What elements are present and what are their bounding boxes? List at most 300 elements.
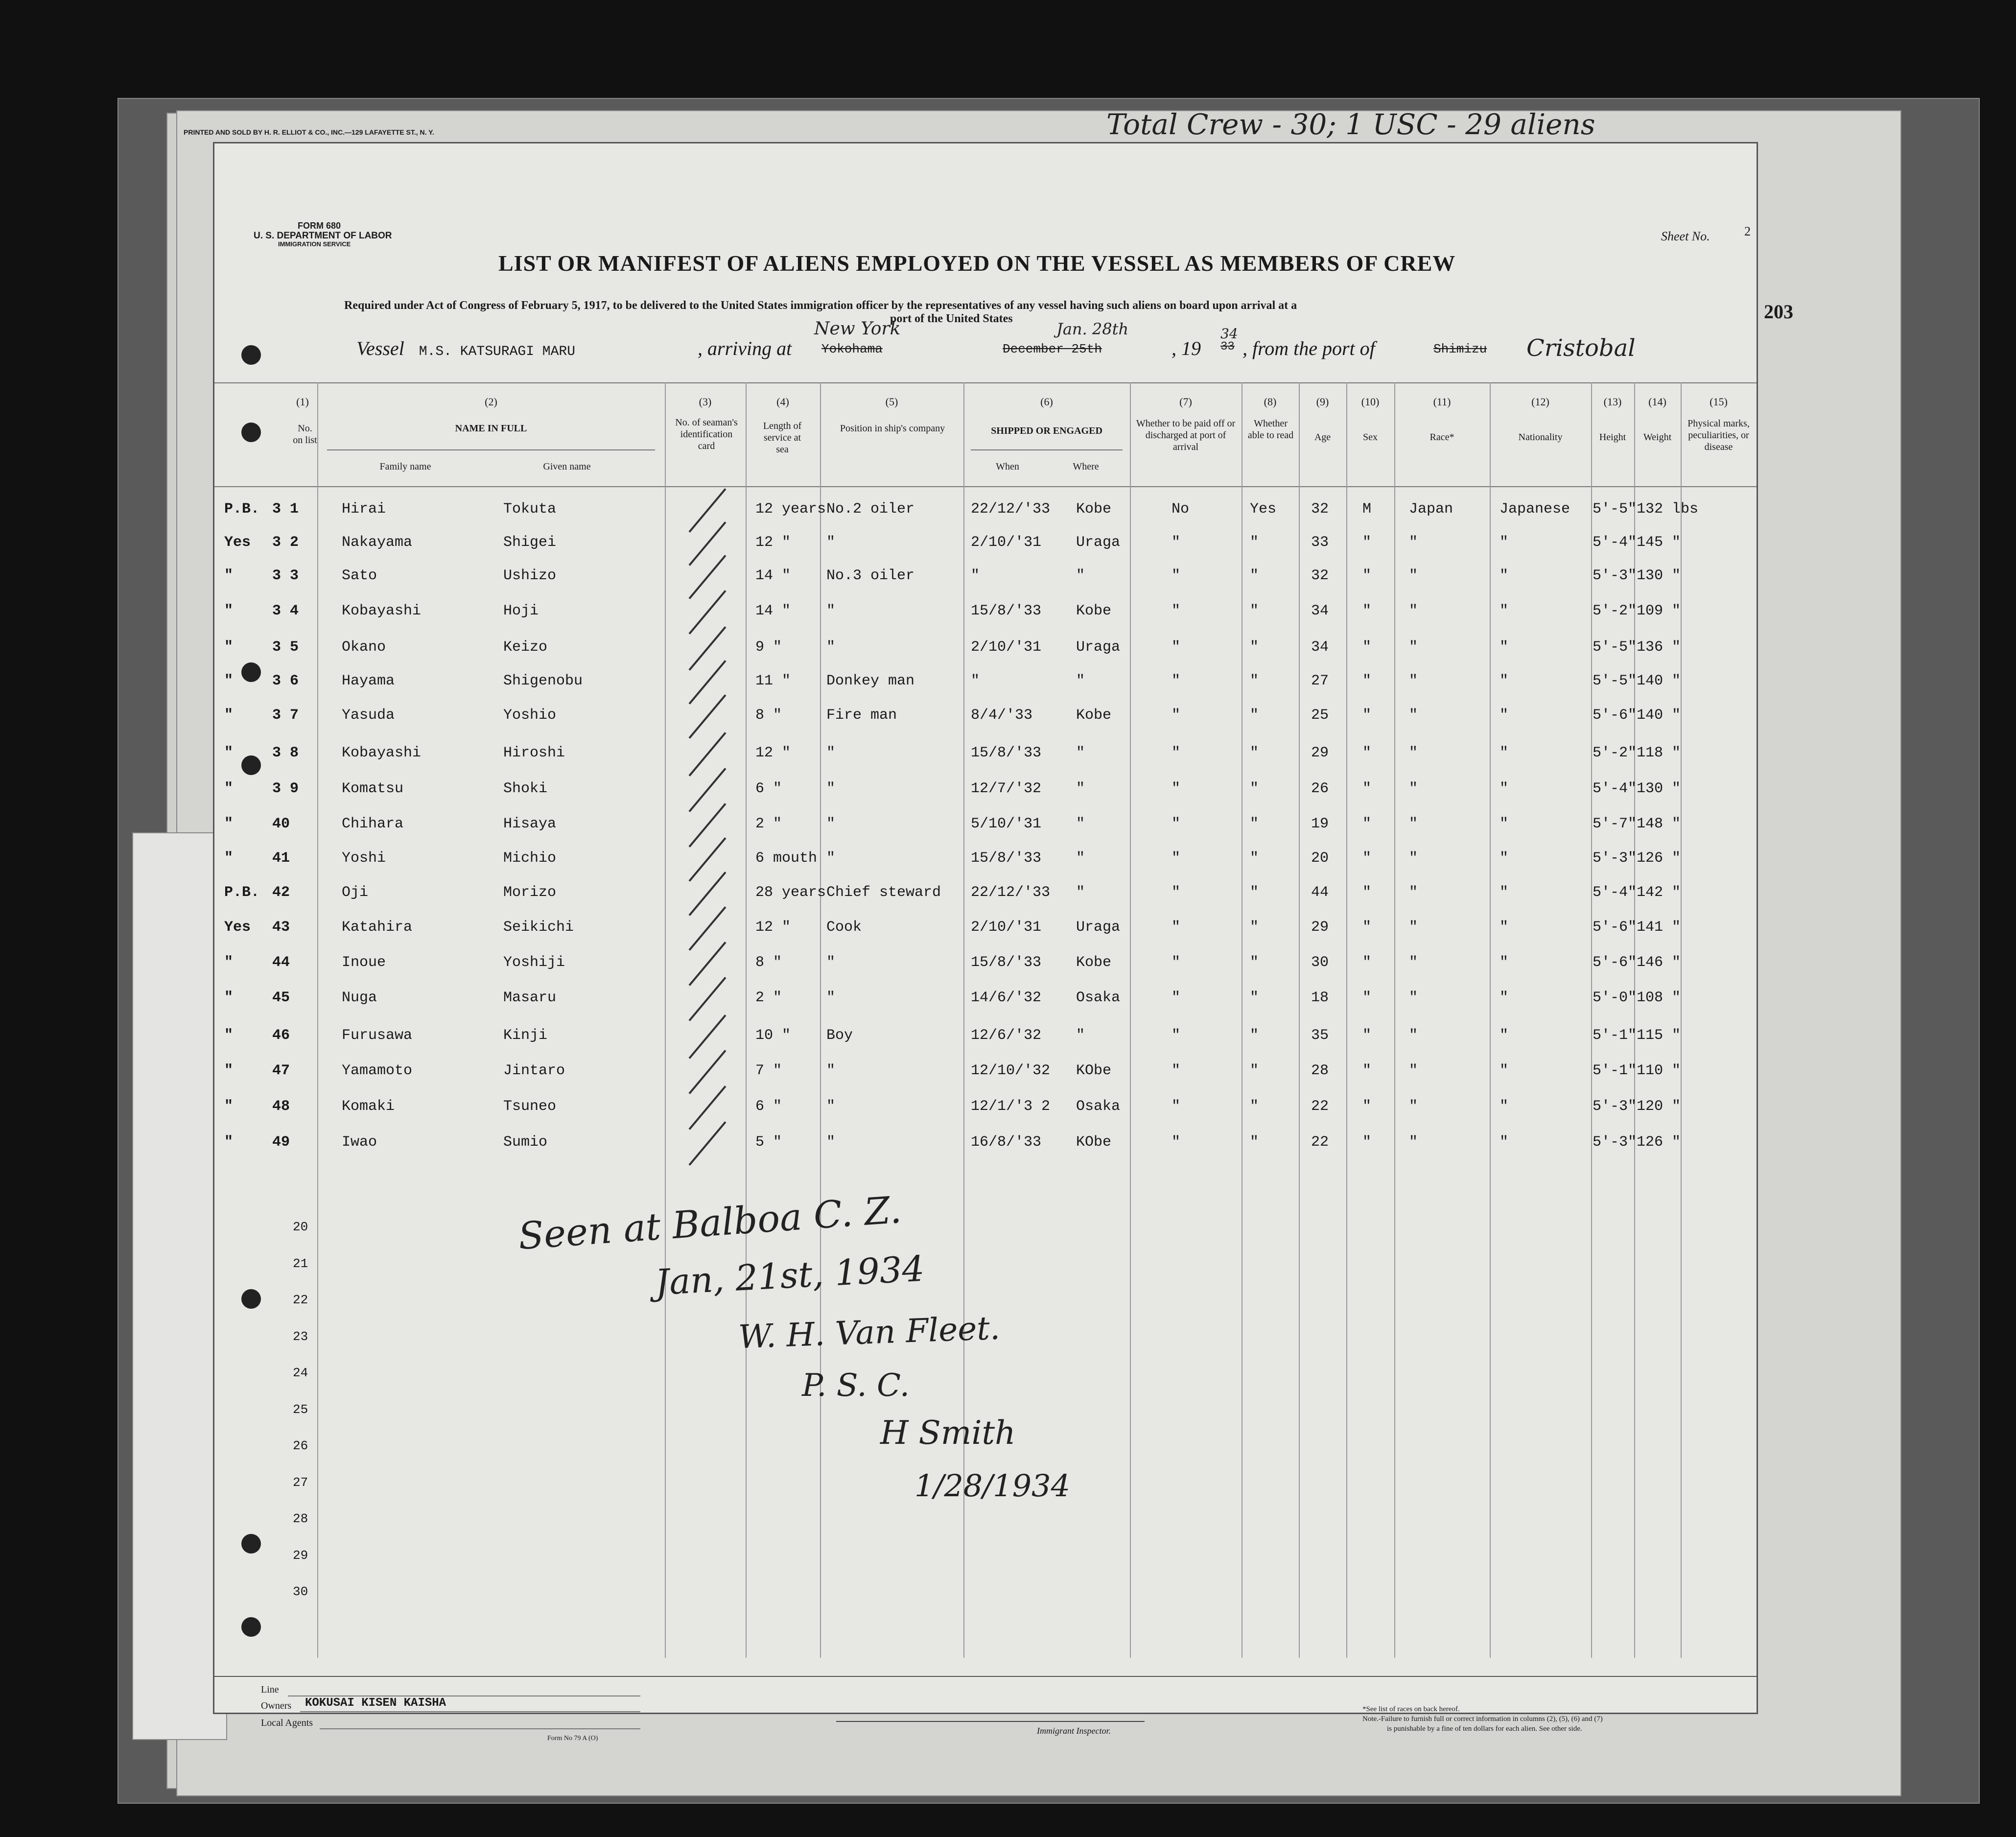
row-margin-note: " xyxy=(224,745,234,761)
race-cell: " xyxy=(1409,673,1418,689)
position-cell: " xyxy=(826,1062,836,1079)
col-header-15: Physical marks, peculiarities, or disease xyxy=(1688,418,1750,452)
name-subrule xyxy=(327,449,655,450)
department: U. S. DEPARTMENT OF LABOR xyxy=(254,231,392,241)
given-name-cell: Yoshiji xyxy=(503,954,565,971)
nationality-cell: " xyxy=(1500,1062,1509,1079)
top-note: Total Crew - 30; 1 USC - 29 aliens xyxy=(1106,108,1595,141)
able-to-read-cell: " xyxy=(1250,1027,1259,1044)
service-length-cell: 8 " xyxy=(755,954,782,971)
given-name-cell: Shigei xyxy=(503,534,557,551)
race-cell: " xyxy=(1409,954,1418,971)
sex-cell: " xyxy=(1362,639,1372,656)
sex-cell: " xyxy=(1362,745,1372,761)
family-name-cell: Sato xyxy=(342,567,377,584)
height-cell: 5'-6" xyxy=(1593,707,1637,724)
shipped-where-cell: Kobe xyxy=(1076,707,1112,724)
empty-row-number: 23 xyxy=(293,1329,308,1344)
shipped-where-cell: KObe xyxy=(1076,1062,1112,1079)
table-row xyxy=(214,559,1757,595)
paid-off-cell: " xyxy=(1172,639,1181,656)
header-bottom-rule xyxy=(214,486,1757,487)
nationality-cell: Japanese xyxy=(1500,501,1571,518)
row-number: 3 3 xyxy=(272,567,299,584)
height-cell: 5'-1" xyxy=(1593,1027,1637,1044)
shipped-subrule xyxy=(971,449,1123,450)
row-number: 46 xyxy=(272,1027,290,1044)
table-row xyxy=(214,772,1757,808)
paid-off-cell: " xyxy=(1172,1098,1181,1115)
age-cell: 25 xyxy=(1311,707,1329,724)
empty-row-number: 27 xyxy=(293,1475,308,1490)
height-cell: 5'-7" xyxy=(1593,816,1637,832)
col-header-when: When xyxy=(996,461,1019,472)
race-cell: " xyxy=(1409,567,1418,584)
race-cell: " xyxy=(1409,884,1418,901)
weight-cell: 141 " xyxy=(1637,919,1681,936)
weight-cell: 142 " xyxy=(1637,884,1681,901)
row-number: 3 6 xyxy=(272,673,299,689)
able-to-read-cell: " xyxy=(1250,603,1259,619)
col-header-3: No. of seaman's identification card xyxy=(675,417,738,451)
row-margin-note: " xyxy=(224,816,234,832)
row-margin-note: " xyxy=(224,1098,234,1115)
col-header-11: Race* xyxy=(1430,432,1454,443)
shipped-when-cell: 15/8/'33 xyxy=(971,954,1042,971)
service-length-cell: 12 years xyxy=(755,501,826,518)
col-header-12: Nationality xyxy=(1518,432,1563,443)
arriving-handwritten: New York xyxy=(814,319,901,339)
col-header-6: SHIPPED OR ENGAGED xyxy=(991,425,1102,436)
row-margin-note: " xyxy=(224,1062,234,1079)
shipped-when-cell: 22/12/'33 xyxy=(971,884,1051,901)
height-cell: 5'-0" xyxy=(1593,989,1637,1006)
from-struck: Shimizu xyxy=(1433,342,1487,356)
handwritten-signature-smith: H Smith xyxy=(880,1414,1016,1452)
table-top-rule xyxy=(214,382,1757,383)
height-cell: 5'-2" xyxy=(1593,603,1637,619)
shipped-when-cell: " xyxy=(971,567,980,584)
paid-off-cell: " xyxy=(1172,707,1181,724)
paid-off-cell: " xyxy=(1172,989,1181,1006)
inspector-rule xyxy=(836,1721,1145,1722)
row-margin-note: " xyxy=(224,954,234,971)
weight-cell: 130 " xyxy=(1637,567,1681,584)
age-cell: 35 xyxy=(1311,1027,1329,1044)
service-length-cell: 12 " xyxy=(755,534,791,551)
nationality-cell: " xyxy=(1500,919,1509,936)
age-cell: 34 xyxy=(1311,639,1329,656)
paid-off-cell: " xyxy=(1172,919,1181,936)
binder-hole xyxy=(241,1289,261,1309)
shipped-when-cell: 15/8/'33 xyxy=(971,745,1042,761)
from-handwritten: Cristobal xyxy=(1526,334,1636,362)
col-num-5: (5) xyxy=(885,396,898,408)
height-cell: 5'-4" xyxy=(1593,780,1637,797)
id-card-check-mark xyxy=(689,590,727,635)
sheet-label: Sheet No. xyxy=(1661,229,1710,243)
family-name-cell: Inoue xyxy=(342,954,386,971)
service-length-cell: 12 " xyxy=(755,745,791,761)
year-handwritten: 34 xyxy=(1220,326,1238,342)
race-cell: " xyxy=(1409,707,1418,724)
id-card-check-mark xyxy=(689,1050,727,1094)
id-card-check-mark xyxy=(689,906,727,951)
row-number: 42 xyxy=(272,884,290,901)
weight-cell: 109 " xyxy=(1637,603,1681,619)
empty-row-number: 29 xyxy=(293,1548,308,1563)
arriving-struck: Yokohama xyxy=(821,342,883,356)
shipped-when-cell: 8/4/'33 xyxy=(971,707,1033,724)
row-number: 3 2 xyxy=(272,534,299,551)
family-name-cell: Kobayashi xyxy=(342,745,422,761)
age-cell: 34 xyxy=(1311,603,1329,619)
family-name-cell: Yasuda xyxy=(342,707,395,724)
row-margin-note: " xyxy=(224,567,234,584)
nationality-cell: " xyxy=(1500,1027,1509,1044)
table-row xyxy=(214,1089,1757,1126)
service-length-cell: 10 " xyxy=(755,1027,791,1044)
position-cell: " xyxy=(826,989,836,1006)
table-row xyxy=(214,1054,1757,1090)
service-length-cell: 2 " xyxy=(755,989,782,1006)
service-length-cell: 5 " xyxy=(755,1134,782,1151)
height-cell: 5'-4" xyxy=(1593,884,1637,901)
given-name-cell: Kinji xyxy=(503,1027,548,1044)
weight-cell: 118 " xyxy=(1637,745,1681,761)
table-row xyxy=(214,698,1757,734)
shipped-where-cell: " xyxy=(1076,673,1085,689)
printer-line: PRINTED AND SOLD BY H. R. ELLIOT & CO., INC.—129 LAFAYETTE ST., N. Y. xyxy=(184,128,434,136)
row-number: 3 1 xyxy=(272,501,299,518)
able-to-read-cell: " xyxy=(1250,816,1259,832)
nationality-cell: " xyxy=(1500,884,1509,901)
row-number: 3 7 xyxy=(272,707,299,724)
sex-cell: " xyxy=(1362,989,1372,1006)
row-margin-note: " xyxy=(224,850,234,867)
footnote-3: is punishable by a fine of ten dollars for each alien. See other side. xyxy=(1387,1725,1582,1733)
able-to-read-cell: " xyxy=(1250,707,1259,724)
given-name-cell: Shigenobu xyxy=(503,673,583,689)
race-cell: " xyxy=(1409,816,1418,832)
col-num-6: (6) xyxy=(1040,396,1053,408)
family-name-cell: Iwao xyxy=(342,1134,377,1151)
col-num-4: (4) xyxy=(776,396,789,408)
given-name-cell: Sumio xyxy=(503,1134,548,1151)
family-name-cell: Yamamoto xyxy=(342,1062,413,1079)
row-margin-note: P.B. xyxy=(224,501,260,518)
table-row xyxy=(214,736,1757,772)
nationality-cell: " xyxy=(1500,567,1509,584)
service: IMMIGRATION SERVICE xyxy=(278,240,351,248)
position-cell: " xyxy=(826,1134,836,1151)
empty-row-number: 20 xyxy=(293,1220,308,1234)
binder-hole xyxy=(241,1617,261,1637)
position-cell: " xyxy=(826,780,836,797)
weight-cell: 130 " xyxy=(1637,780,1681,797)
nationality-cell: " xyxy=(1500,745,1509,761)
shipped-where-cell: Uraga xyxy=(1076,919,1121,936)
shipped-when-cell: 22/12/'33 xyxy=(971,501,1051,518)
sex-cell: " xyxy=(1362,780,1372,797)
col-header-5: Position in ship's company xyxy=(840,423,945,434)
id-card-check-mark xyxy=(689,1085,727,1130)
given-name-cell: Ushizo xyxy=(503,567,557,584)
service-length-cell: 2 " xyxy=(755,816,782,832)
row-margin-note: " xyxy=(224,780,234,797)
table-row xyxy=(214,1125,1757,1161)
sex-cell: " xyxy=(1362,1062,1372,1079)
nationality-cell: " xyxy=(1500,707,1509,724)
family-name-cell: Komatsu xyxy=(342,780,404,797)
year-prefix: , 19 xyxy=(1172,337,1201,359)
paid-off-cell: " xyxy=(1172,603,1181,619)
family-name-cell: Furusawa xyxy=(342,1027,413,1044)
weight-cell: 148 " xyxy=(1637,816,1681,832)
position-cell: Boy xyxy=(826,1027,853,1044)
race-cell: " xyxy=(1409,1027,1418,1044)
position-cell: " xyxy=(826,639,836,656)
nationality-cell: " xyxy=(1500,1098,1509,1115)
race-cell: Japan xyxy=(1409,501,1453,518)
agents-field-rule xyxy=(320,1728,640,1729)
row-number: 3 8 xyxy=(272,745,299,761)
col-num-10: (10) xyxy=(1361,396,1380,408)
service-length-cell: 7 " xyxy=(755,1062,782,1079)
shipped-when-cell: 2/10/'31 xyxy=(971,919,1042,936)
able-to-read-cell: " xyxy=(1250,780,1259,797)
position-cell: " xyxy=(826,745,836,761)
age-cell: 32 xyxy=(1311,501,1329,518)
sex-cell: " xyxy=(1362,919,1372,936)
form-number: FORM 680 xyxy=(298,221,341,231)
vessel-line xyxy=(356,337,792,360)
weight-cell: 115 " xyxy=(1637,1027,1681,1044)
row-margin-note: " xyxy=(224,989,234,1006)
shipped-when-cell: 12/6/'32 xyxy=(971,1027,1042,1044)
height-cell: 5'-6" xyxy=(1593,919,1637,936)
empty-row-number: 30 xyxy=(293,1584,308,1599)
weight-cell: 140 " xyxy=(1637,673,1681,689)
height-cell: 5'-4" xyxy=(1593,534,1637,551)
paid-off-cell: " xyxy=(1172,745,1181,761)
sheet-number: 2 xyxy=(1744,224,1751,238)
nationality-cell: " xyxy=(1500,954,1509,971)
sex-cell: " xyxy=(1362,954,1372,971)
col-num-3: (3) xyxy=(699,396,712,408)
row-number: 41 xyxy=(272,850,290,867)
row-number: 44 xyxy=(272,954,290,971)
weight-cell: 140 " xyxy=(1637,707,1681,724)
given-name-cell: Tsuneo xyxy=(503,1098,557,1115)
row-margin-note: " xyxy=(224,707,234,724)
able-to-read-cell: " xyxy=(1250,919,1259,936)
document-title: LIST OR MANIFEST OF ALIENS EMPLOYED ON THE VESSEL AS MEMBERS OF CREW xyxy=(498,251,1456,276)
paid-off-cell: " xyxy=(1172,850,1181,867)
handwritten-signature-inspector: W. H. Van Fleet. xyxy=(737,1309,1001,1356)
col-num-12: (12) xyxy=(1531,396,1549,408)
service-length-cell: 6 mouth xyxy=(755,850,818,867)
age-cell: 29 xyxy=(1311,745,1329,761)
col-header-given: Given name xyxy=(543,461,591,472)
paid-off-cell: " xyxy=(1172,567,1181,584)
col-num-2: (2) xyxy=(485,396,497,408)
weight-cell: 108 " xyxy=(1637,989,1681,1006)
line-label: Line xyxy=(261,1684,279,1695)
empty-row-number: 28 xyxy=(293,1511,308,1526)
sex-cell: " xyxy=(1362,673,1372,689)
age-cell: 22 xyxy=(1311,1098,1329,1115)
given-name-cell: Masaru xyxy=(503,989,557,1006)
sex-cell: " xyxy=(1362,884,1372,901)
col-num-9: (9) xyxy=(1316,396,1329,408)
year-struck: 33 xyxy=(1220,340,1235,353)
able-to-read-cell: " xyxy=(1250,884,1259,901)
col-header-14: Weight xyxy=(1643,432,1672,443)
id-card-check-mark xyxy=(689,768,727,812)
form-reference: Form No 79 A (O) xyxy=(547,1735,598,1742)
row-number: 48 xyxy=(272,1098,290,1115)
weight-cell: 120 " xyxy=(1637,1098,1681,1115)
nationality-cell: " xyxy=(1500,603,1509,619)
shipped-when-cell: 16/8/'33 xyxy=(971,1134,1042,1151)
given-name-cell: Morizo xyxy=(503,884,557,901)
table-row xyxy=(214,910,1757,946)
sex-cell: " xyxy=(1362,603,1372,619)
arriving-label: , arriving at xyxy=(698,337,792,359)
family-name-cell: Nuga xyxy=(342,989,377,1006)
given-name-cell: Hoji xyxy=(503,603,539,619)
position-cell: " xyxy=(826,1098,836,1115)
given-name-cell: Tokuta xyxy=(503,501,557,518)
row-margin-note: " xyxy=(224,1027,234,1044)
shipped-where-cell: KObe xyxy=(1076,1134,1112,1151)
family-name-cell: Hirai xyxy=(342,501,386,518)
weight-cell: 145 " xyxy=(1637,534,1681,551)
service-length-cell: 28 years xyxy=(755,884,826,901)
nationality-cell: " xyxy=(1500,989,1509,1006)
sex-cell: " xyxy=(1362,1027,1372,1044)
date-struck: December 25th xyxy=(1003,342,1102,356)
height-cell: 5'-5" xyxy=(1593,673,1637,689)
nationality-cell: " xyxy=(1500,816,1509,832)
service-length-cell: 11 " xyxy=(755,673,791,689)
position-cell: Chief steward xyxy=(826,884,941,901)
age-cell: 26 xyxy=(1311,780,1329,797)
binder-hole xyxy=(241,345,261,365)
shipped-where-cell: Osaka xyxy=(1076,1098,1121,1115)
position-cell: " xyxy=(826,816,836,832)
paid-off-cell: " xyxy=(1172,1134,1181,1151)
row-number: 3 5 xyxy=(272,639,299,656)
shipped-when-cell: 15/8/'33 xyxy=(971,603,1042,619)
able-to-read-cell: " xyxy=(1250,1134,1259,1151)
id-card-check-mark xyxy=(689,942,727,986)
able-to-read-cell: " xyxy=(1250,673,1259,689)
table-row xyxy=(214,594,1757,630)
given-name-cell: Shoki xyxy=(503,780,548,797)
shipped-when-cell: 14/6/'32 xyxy=(971,989,1042,1006)
nationality-cell: " xyxy=(1500,639,1509,656)
empty-row-number: 24 xyxy=(293,1366,308,1380)
sex-cell: M xyxy=(1362,501,1372,518)
shipped-when-cell: 5/10/'31 xyxy=(971,816,1042,832)
col-num-15: (15) xyxy=(1710,396,1728,408)
race-cell: " xyxy=(1409,1134,1418,1151)
weight-cell: 136 " xyxy=(1637,639,1681,656)
shipped-where-cell: " xyxy=(1076,850,1085,867)
sex-cell: " xyxy=(1362,1098,1372,1115)
shipped-when-cell: 15/8/'33 xyxy=(971,850,1042,867)
able-to-read-cell: " xyxy=(1250,954,1259,971)
sex-cell: " xyxy=(1362,707,1372,724)
col-num-1: (1) xyxy=(296,396,309,408)
given-name-cell: Jintaro xyxy=(503,1062,565,1079)
able-to-read-cell: " xyxy=(1250,1062,1259,1079)
paid-off-cell: " xyxy=(1172,534,1181,551)
id-card-check-mark xyxy=(689,555,727,599)
race-cell: " xyxy=(1409,1062,1418,1079)
row-number: 40 xyxy=(272,816,290,832)
service-length-cell: 14 " xyxy=(755,603,791,619)
owners-value: KOKUSAI KISEN KAISHA xyxy=(305,1696,446,1710)
table-row xyxy=(214,841,1757,877)
col-header-13: Height xyxy=(1599,432,1626,443)
given-name-cell: Hisaya xyxy=(503,816,557,832)
date-handwritten: Jan. 28th xyxy=(1056,320,1129,338)
age-cell: 30 xyxy=(1311,954,1329,971)
family-name-cell: Komaki xyxy=(342,1098,395,1115)
race-cell: " xyxy=(1409,745,1418,761)
family-name-cell: Hayama xyxy=(342,673,395,689)
binder-hole xyxy=(241,423,261,442)
handwritten-date-2: 1/28/1934 xyxy=(914,1468,1070,1504)
age-cell: 22 xyxy=(1311,1134,1329,1151)
handwritten-date: Jan, 21st, 1934 xyxy=(654,1248,926,1303)
col-header-family: Family name xyxy=(379,461,431,472)
shipped-where-cell: Osaka xyxy=(1076,989,1121,1006)
service-length-cell: 9 " xyxy=(755,639,782,656)
row-margin-note: " xyxy=(224,1134,234,1151)
col-header-2: NAME IN FULL xyxy=(455,423,527,434)
handwritten-title: P. S. C. xyxy=(802,1367,910,1404)
row-margin-note: Yes xyxy=(224,534,251,551)
paid-off-cell: " xyxy=(1172,884,1181,901)
col-header-10: Sex xyxy=(1363,432,1378,443)
handwritten-seen-at: Seen at Balboa C. Z. xyxy=(516,1187,903,1258)
subtitle-line-2: port of the United States xyxy=(890,312,1013,325)
sex-cell: " xyxy=(1362,850,1372,867)
height-cell: 5'-5" xyxy=(1593,501,1637,518)
given-name-cell: Michio xyxy=(503,850,557,867)
row-margin-note: Yes xyxy=(224,919,251,936)
height-cell: 5'-2" xyxy=(1593,745,1637,761)
position-cell: Donkey man xyxy=(826,673,915,689)
manifest-page xyxy=(213,142,1793,1742)
shipped-when-cell: 12/1/'3 2 xyxy=(971,1098,1051,1115)
family-name-cell: Chihara xyxy=(342,816,404,832)
empty-row-number: 22 xyxy=(293,1293,308,1307)
shipped-where-cell: " xyxy=(1076,567,1085,584)
owners-field-rule xyxy=(300,1711,640,1712)
age-cell: 44 xyxy=(1311,884,1329,901)
agents-label: Local Agents xyxy=(261,1718,313,1728)
height-cell: 5'-1" xyxy=(1593,1062,1637,1079)
height-cell: 5'-5" xyxy=(1593,639,1637,656)
row-number: 3 4 xyxy=(272,603,299,619)
page-number: 203 xyxy=(1764,301,1793,323)
family-name-cell: Nakayama xyxy=(342,534,413,551)
